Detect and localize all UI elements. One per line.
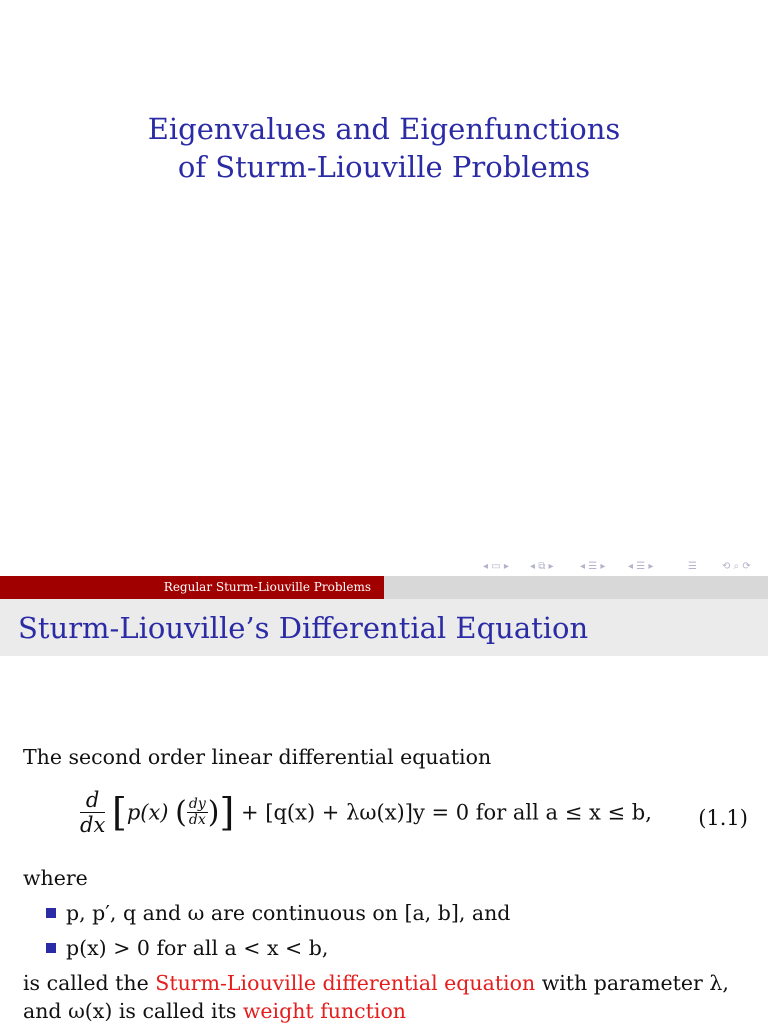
- equation-number: (1.1): [698, 806, 748, 830]
- equation-rest: + [q(x) + λω(x)]y = 0 for all a ≤ x ≤ b,: [241, 800, 652, 825]
- conclusion-1-pre: is called the: [23, 971, 156, 995]
- dx-denominator: dx: [188, 812, 206, 828]
- left-bracket: [: [111, 790, 127, 835]
- conclusion-1-post: with parameter λ,: [535, 971, 729, 995]
- derivative-denominator: dx: [80, 813, 106, 837]
- bullet-text: p(x) > 0 for all a < x < b,: [66, 936, 329, 960]
- bullet-square-icon: [46, 908, 56, 918]
- slide-title-line-1: Eigenvalues and Eigenfunctions: [147, 112, 621, 146]
- nav-subsection-list-icon[interactable]: ◂ ☰ ▸: [628, 561, 654, 572]
- section-title: Regular Sturm-Liouville Problems: [0, 576, 384, 599]
- nav-search-icon[interactable]: ⟲ ⌕ ⟳: [722, 561, 751, 572]
- left-paren: (: [175, 795, 187, 830]
- where-text: where: [23, 866, 88, 890]
- bullet-item: [46, 899, 510, 927]
- right-bracket: ]: [219, 790, 235, 835]
- bullet-square-icon: [46, 943, 56, 953]
- conclusion-2-pre: and ω(x) is called its: [23, 999, 243, 1023]
- p-of-x: p(x): [126, 800, 169, 825]
- dy-dx-fraction: [187, 797, 208, 828]
- frame-title: Sturm-Liouville’s Differential Equation: [18, 611, 589, 645]
- nav-subsection-icon[interactable]: ◂ ⧉ ▸: [530, 561, 554, 572]
- nav-frame-icon[interactable]: ◂ ▭ ▸: [483, 561, 509, 572]
- beamer-navigation-bar: [480, 561, 765, 575]
- right-paren: ): [207, 795, 220, 830]
- bullet-text: p, p′, q and ω are continuous on [a, b], and: [66, 901, 511, 925]
- equation-1-1: [80, 788, 748, 852]
- frame-title-band: [0, 599, 768, 656]
- nav-section-icon[interactable]: ◂ ☰ ▸: [580, 561, 606, 572]
- equation-body: [80, 788, 652, 837]
- derivative-operator: [80, 788, 105, 837]
- derivative-numerator: d: [80, 788, 105, 813]
- term-weight-function: weight function: [242, 999, 407, 1023]
- slide-header: [0, 576, 768, 599]
- slide-title-line-2: of Sturm-Liouville Problems: [177, 150, 591, 184]
- conclusion-line-1: [23, 969, 729, 997]
- bullet-item: [46, 934, 328, 962]
- term-sturm-liouville-equation: Sturm-Liouville differential equation: [155, 971, 536, 995]
- conclusion-line-2: [23, 997, 406, 1025]
- slide-title: [0, 110, 768, 186]
- intro-text: The second order linear differential equation: [23, 745, 492, 769]
- nav-appendix-icon[interactable]: ☰: [688, 561, 697, 572]
- dy-numerator: dy: [188, 796, 206, 812]
